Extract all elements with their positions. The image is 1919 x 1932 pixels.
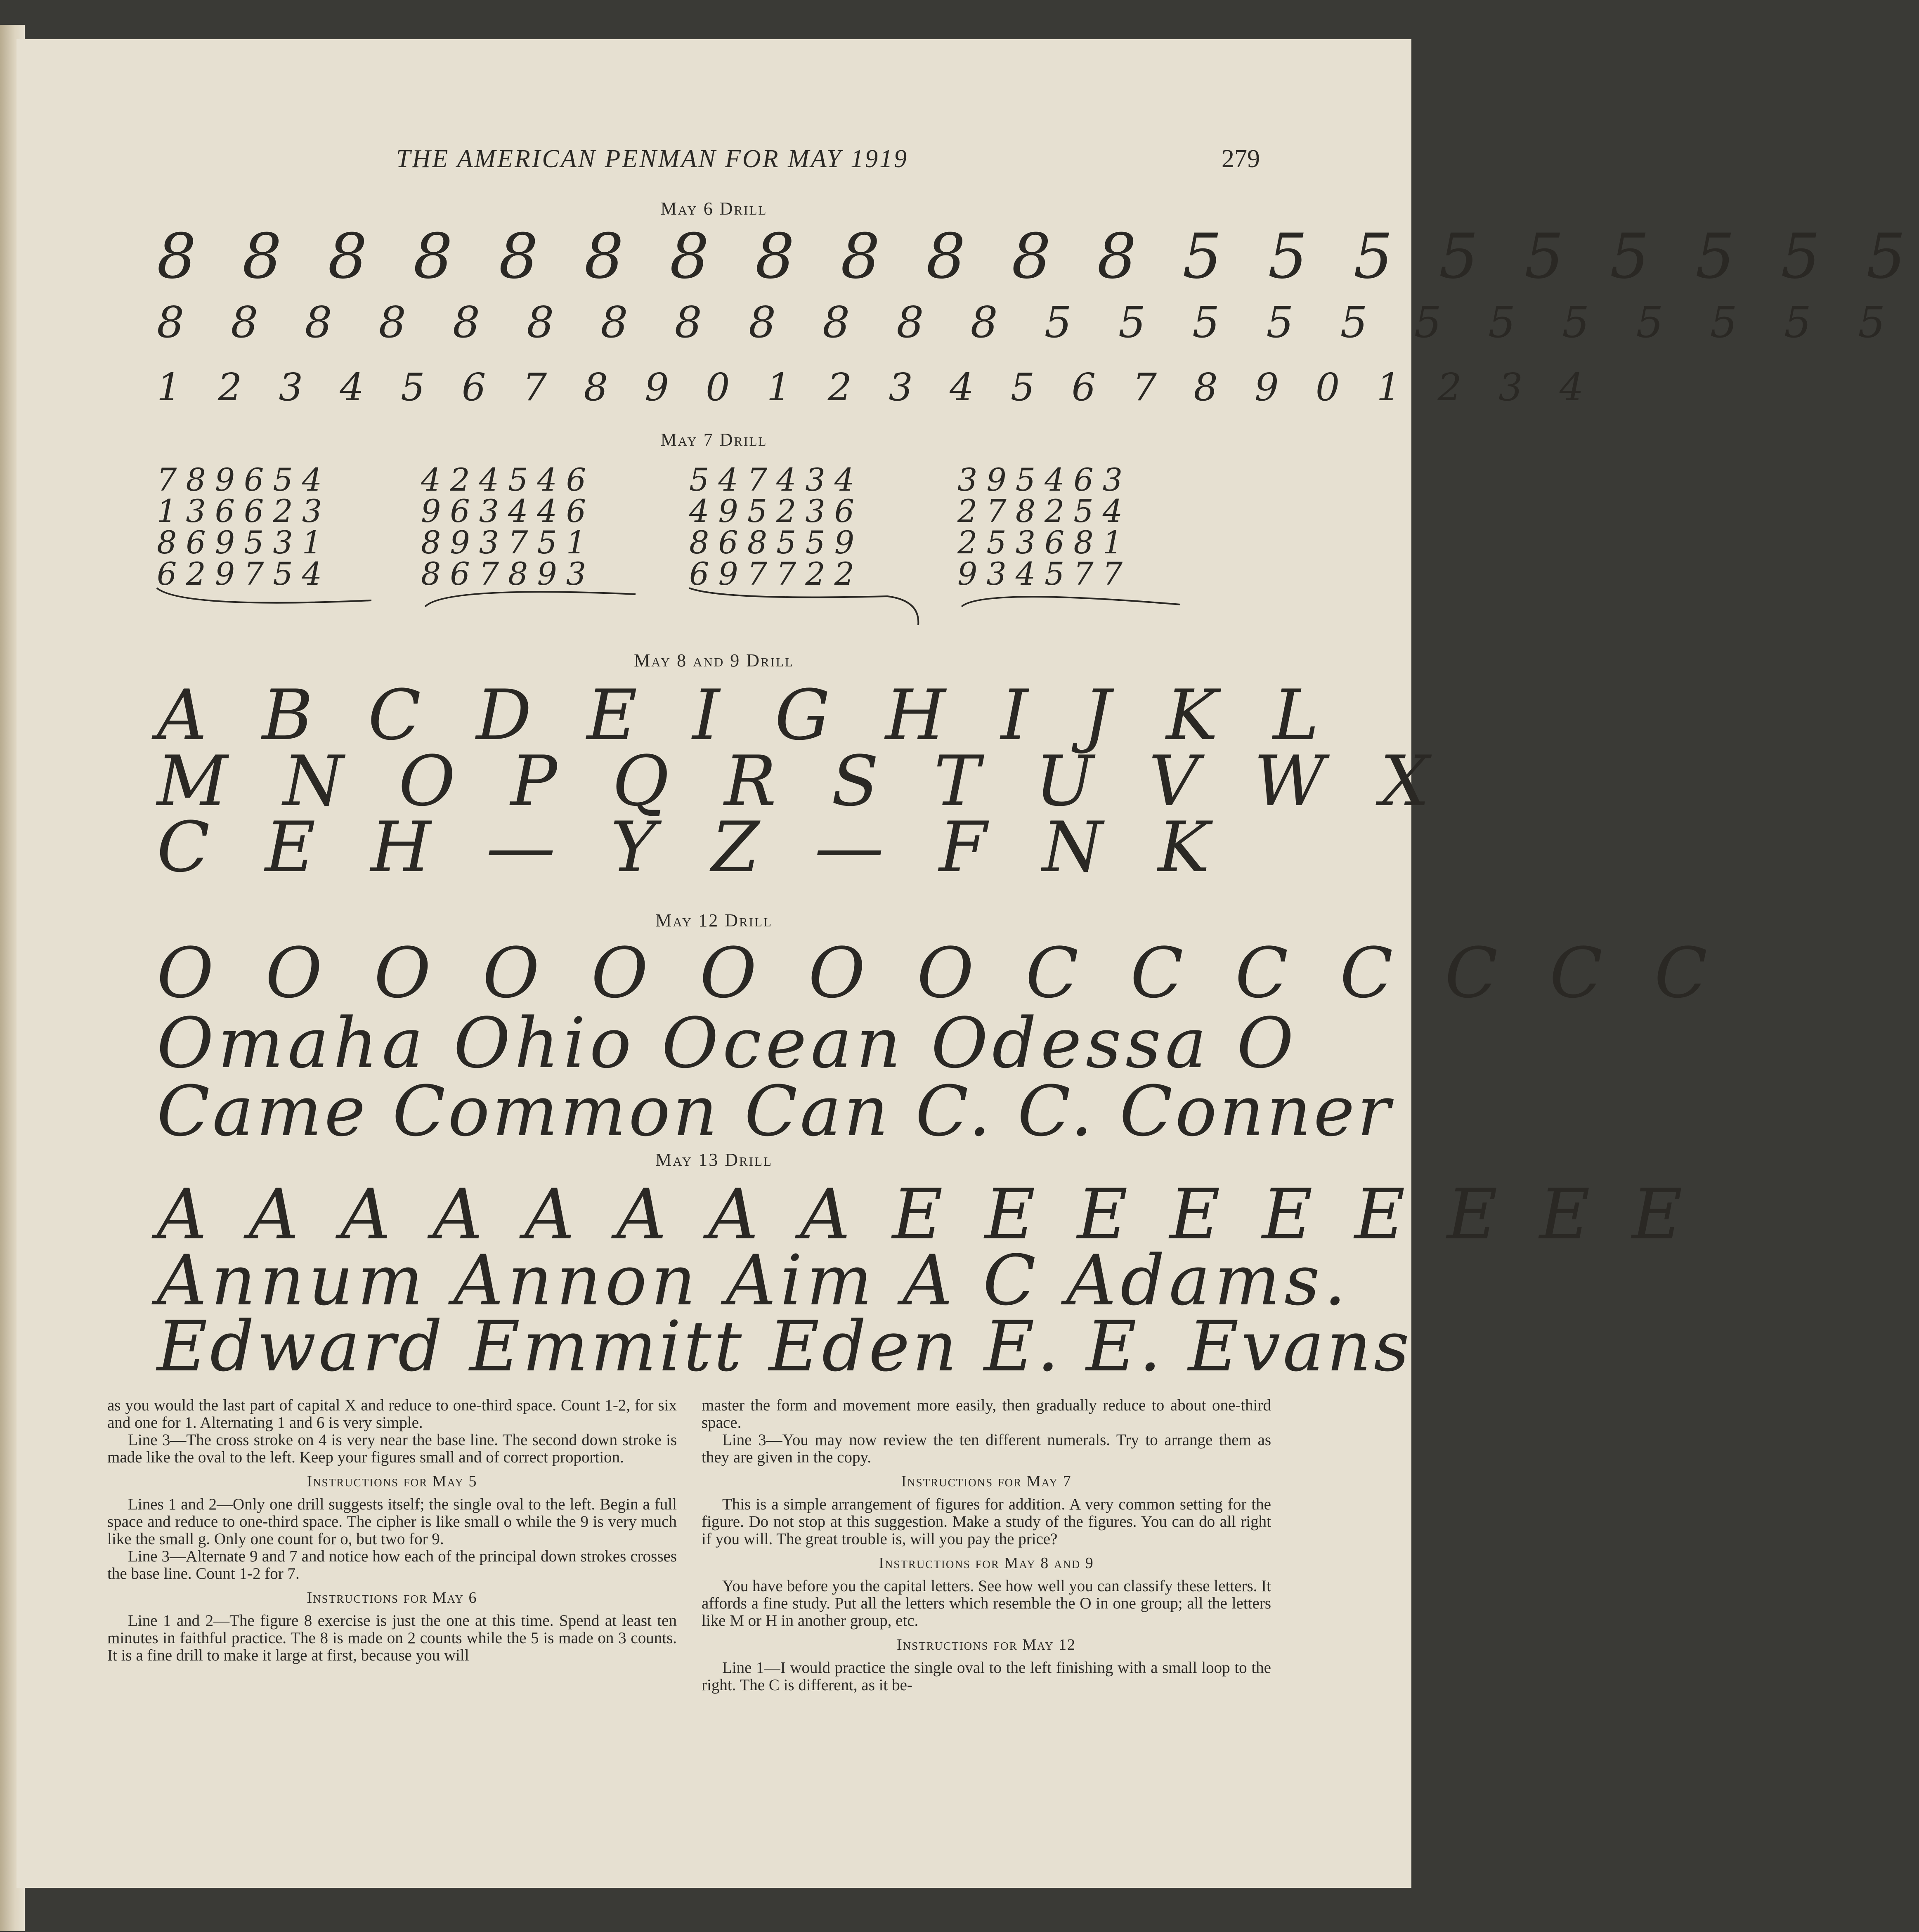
right-column [702, 1397, 1271, 1694]
drill-line: A B C D E I G H I J K L [157, 675, 1335, 756]
section-heading: Instructions for May 6 [307, 1589, 477, 1606]
drill-heading-may8-9: May 8 and 9 Drill [634, 650, 794, 671]
paragraph: Line 1—I would practice the single oval to the left finishing with a small loop to the right. The C is different, as it be- [702, 1659, 1271, 1694]
drill-line: A A A A A A A A E E E E E E E E E [157, 1174, 1692, 1255]
drill-line: Edward Emmitt Eden E. E. Evans [157, 1306, 1412, 1387]
figure-row: 869531 [157, 524, 331, 561]
paragraph: Line 1 and 2—The figure 8 exercise is just the one at this time. Spend at least ten minutes in faithful practice. The 8 is made on 2 counts while the 5 is made on 3 counts. It is a fine drill to make it large at first, because you will [107, 1612, 677, 1664]
drill-line: Omaha Ohio Ocean Odessa O [157, 1003, 1298, 1084]
figure-row: 136623 [157, 493, 331, 529]
section-heading: Instructions for May 8 and 9 [879, 1554, 1094, 1572]
instructions-text [107, 1396, 1271, 1851]
drill-line: Came Common Can C. C. Conner [157, 1071, 1393, 1152]
drill-heading-may7: May 7 Drill [660, 430, 768, 450]
paragraph: This is a simple arrangement of figures for addition. A very common setting for the figure. Do not stop at this suggestion. Make a study of the figures. You can do all right if you will. The great trouble is, will you pay the price? [702, 1495, 1271, 1548]
addition-groups [157, 461, 1238, 629]
figure-row: 629754 [157, 555, 331, 592]
drill-line: C E H — Y Z — F N K [157, 807, 1227, 888]
section-heading: Instructions for May 5 [307, 1473, 477, 1490]
drill-heading-may13: May 13 Drill [655, 1150, 773, 1170]
figure-row: 495236 [689, 493, 864, 529]
drill-line: 8 8 8 8 8 8 8 8 8 8 8 8 5 5 5 5 5 5 5 5 5 5 5 5 [157, 297, 1902, 347]
figure-group [689, 461, 920, 629]
left-column [107, 1397, 677, 1664]
paragraph: as you would the last part of capital X and reduce to one-third space. Count 1-2, for six and one for 1. Alternating 1 and 6 is very simple. [107, 1396, 677, 1431]
figure-row: 934577 [957, 555, 1132, 592]
drill-line: Annum Annon Aim A C Adams. [157, 1240, 1350, 1321]
drill-line: M N O P Q R S T U V W X [157, 741, 1446, 822]
section-heading: Instructions for May 7 [901, 1473, 1072, 1490]
paragraph: Line 3—You may now review the ten different numerals. Try to arrange them as they are given in the copy. [702, 1431, 1271, 1466]
figure-row: 697722 [689, 555, 864, 592]
drill-line: 1 2 3 4 5 6 7 8 9 0 1 2 3 4 5 6 7 8 9 0 1 2 3 4 [157, 365, 1596, 409]
figure-row: 789654 [157, 461, 331, 498]
page-header [17, 144, 1411, 177]
figure-group [421, 461, 652, 629]
figure-row: 867893 [421, 555, 596, 592]
page [17, 39, 1919, 1888]
figure-row: 424546 [421, 461, 596, 498]
drill-line: O O O O O O O O C C C C C C C [157, 933, 1723, 1013]
figure-row: 395463 [957, 461, 1132, 498]
flourish-underline [157, 461, 388, 629]
flourish-underline [689, 461, 920, 629]
figure-row: 893751 [421, 524, 596, 561]
drill-line: 8 8 8 8 8 8 8 8 8 8 8 8 5 5 5 5 5 5 5 5 5 [157, 221, 1919, 293]
flourish-underline [421, 461, 652, 629]
drill-heading-may6: May 6 Drill [660, 198, 768, 219]
paragraph: You have before you the capital letters. See how well you can classify these letters. It affords a fine study. Put all the letters which resemble the O in one group; all the letters like M or H in another group, etc. [702, 1577, 1271, 1630]
figure-row: 963446 [421, 493, 596, 529]
figure-row: 278254 [957, 493, 1132, 529]
drill-heading-may12: May 12 Drill [655, 910, 773, 931]
paragraph: master the form and movement more easily, then gradually reduce to about one-third space. [702, 1396, 1271, 1431]
figure-row: 253681 [957, 524, 1132, 561]
figure-group [957, 461, 1189, 629]
figure-row: 868559 [689, 524, 864, 561]
page-number: 279 [1222, 145, 1260, 173]
flourish-underline [957, 461, 1189, 629]
section-heading: Instructions for May 12 [896, 1636, 1076, 1653]
running-title: THE AMERICAN PENMAN FOR MAY 1919 [396, 145, 909, 173]
figure-group [157, 461, 388, 629]
paragraph: Line 3—Alternate 9 and 7 and notice how each of the principal down strokes crosses the base line. Count 1-2 for 7. [107, 1547, 677, 1582]
paragraph: Line 3—The cross stroke on 4 is very near the base line. The second down stroke is made like the oval to the left. Keep your figures small and of correct proportion. [107, 1431, 677, 1466]
paragraph: Lines 1 and 2—Only one drill suggests itself; the single oval to the left. Begin a full space and reduce to one-third space. The cipher is like small o while the 9 is very much like the small g. Only one count for o, but two for 9. [107, 1495, 677, 1548]
figure-row: 547434 [689, 461, 864, 498]
